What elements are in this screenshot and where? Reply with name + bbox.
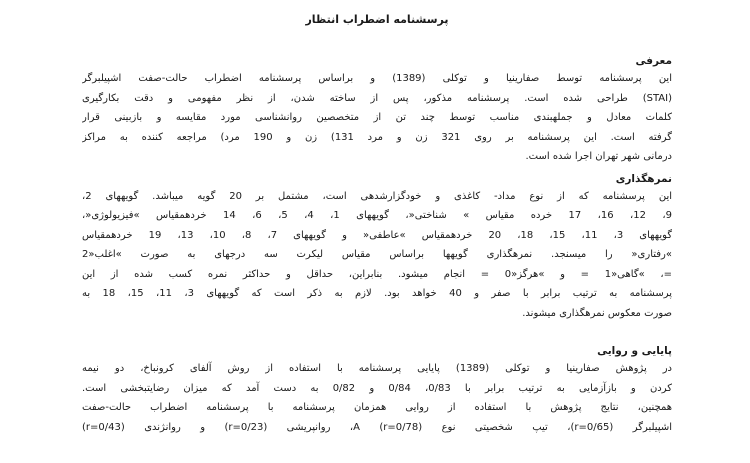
paragraph-line: 9، 12، 16، 17 خرده مقیاس » شناختی«، گویههای 1، 4، 5، 6، 14 خردهمقیاس »فیزیولوژی«، <box>82 210 672 221</box>
paragraph-line: (STAI) طراحی شده است. پرسشنامه مذکور، پس از ساخته شدن، از نظر مفهومی و دقت بکارگیری <box>82 92 672 104</box>
section-reliability-validity <box>82 343 672 437</box>
paragraph-line: کردن و بازآزمایی به ترتیب برابر با 0/83، 0/84 و 0/82 به دست آمد که میزان رضایتبخشی است. <box>82 382 672 394</box>
paragraph-line: این پرسشنامه که از نوع مداد- کاغذی و خودگزارشدهی است، مشتمل بر 20 گویه میباشد. گویههای 2، <box>82 190 672 202</box>
paragraph-line: اشپیلبرگر (r=0/65)، تیپ شخصیتی نوع A (r=0/78)، روانپریشی (r=0/23) و روانژندی (r=0/43) <box>82 421 672 433</box>
paragraph-line: کلمات معادل و جملهبندی مناسب توسط چند تن از متخصصین روانشناسی مورد مقایسه و بازبینی قرار <box>82 112 672 123</box>
paragraph-line: گرفته است. این پرسشنامه بر روی 321 زن و مرد 131) زن و 190 مرد) مراجعه کننده به مراکز <box>82 131 672 143</box>
document-page <box>0 13 750 463</box>
paragraph-line: همچنین، نتایج پژوهش با استفاده از روایی همزمان پرسشنامه با پرسشنامه اضطراب حالت-صفت <box>82 402 672 413</box>
paragraph-line: =، »گاهی«1 = و »هرگز«0 = انجام میشود. بنابراین، حداقل و حداکثر نمره کسب شده از این <box>82 268 672 280</box>
paragraph-line: گویههای 3، 11، 15، 18، 20 خردهمقیاس »عاطفی« و گویههای 7، 8، 10، 13، 19 خردهمقیاس <box>82 229 672 241</box>
paragraph-line: »رفتاری« را میسنجد. نمرهگذاری گویهها براساس مقیاس لیکرت سه درجهای به صورت »اغلب«2 <box>82 249 672 260</box>
section-heading: نمرهگذاری <box>615 172 672 185</box>
paragraph-line: این پرسشنامه توسط صفارینیا و توکلی (1389) و براساس پرسشنامه اضطراب حالت-صفت اشپیلبرگر <box>82 73 672 84</box>
section-scoring <box>82 171 672 324</box>
paragraph-line: در پژوهش صفارینیا و توکلی (1389) پایایی پرسشنامه با استفاده از روش آلفای کرونباخ، دو نیمه <box>82 363 672 374</box>
section-heading: معرفی <box>635 55 672 67</box>
paragraph-line: پرسشنامه به ترتیب برابر با صفر و 40 خواهد بود. لازم به ذکر است که گویههای 3، 11، 15، 18 به <box>82 288 672 299</box>
document-title: پرسشنامه اضطراب انتظار <box>305 13 449 26</box>
section-heading: پایایی و روایی <box>597 345 672 357</box>
section-introduction <box>82 53 672 167</box>
paragraph-line: درمانی شهر تهران اجرا شده است. <box>525 151 672 162</box>
paragraph-line: صورت معکوس نمرهگذاری میشوند. <box>522 307 672 319</box>
